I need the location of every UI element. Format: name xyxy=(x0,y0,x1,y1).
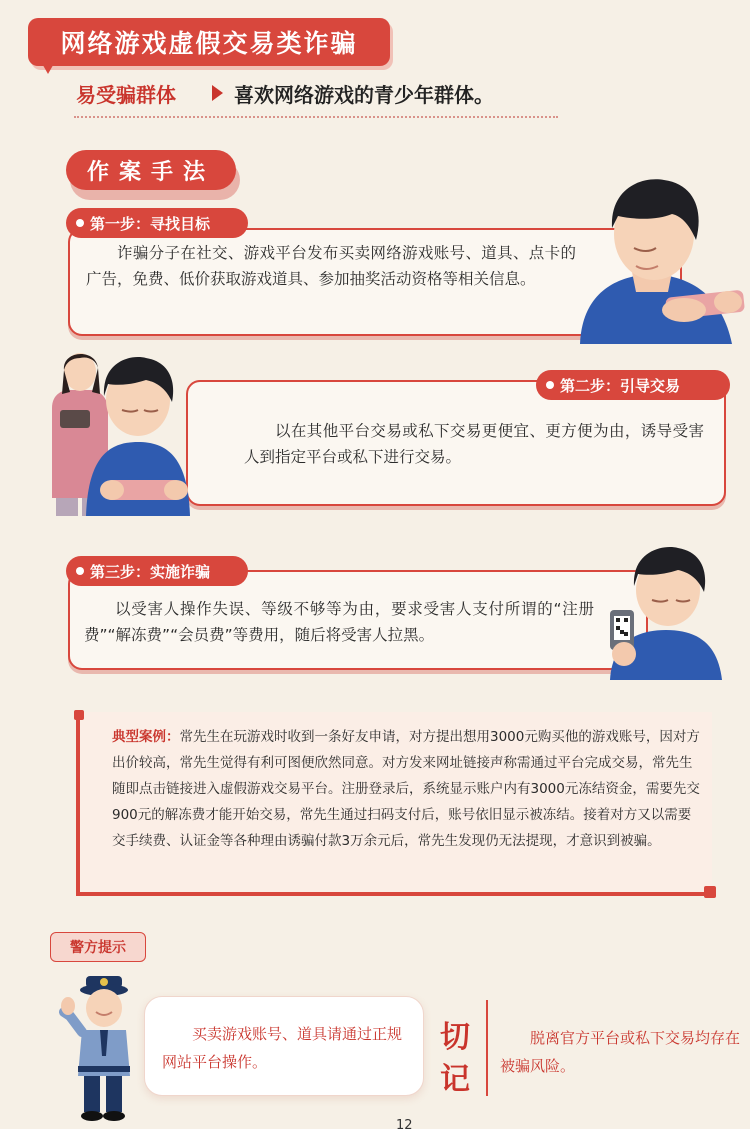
case-corner-decoration xyxy=(704,886,716,898)
boy-scanning-qr-illustration xyxy=(606,546,726,680)
case-bottom-border xyxy=(76,892,712,896)
victim-group-text: 喜欢网络游戏的青少年群体。 xyxy=(234,83,494,107)
remember-divider xyxy=(486,1000,488,1096)
typical-case-body: 常先生在玩游戏时收到一条好友申请，对方提出想用3000元购买他的游戏账号，因对方出价较高，常先生觉得有利可图便欣然同意。对方发来网址链接声称需通过平台完成交易，常先生随即点击链接进入虚假游戏交易平台。注册登录后，系统显示账户内有3000元冻结资金，需要先交900元的解冻费才能开始交易，常先生通过扫码支付后，账号依旧显示被冻结。接着对方又以需要交手续费、认证金等各种理由诱骗付款3万余元后，常先生发现仍无法提现，才意识到被骗。 xyxy=(112,729,700,849)
step-2-label-text: 第二步：引导交易 xyxy=(560,376,681,395)
title-banner-tail xyxy=(40,60,56,74)
page-title: 网络游戏虚假交易类诈骗 xyxy=(28,18,390,66)
police-officer-illustration xyxy=(62,972,142,1122)
bullet-dot-icon xyxy=(76,567,84,575)
typical-case-text xyxy=(112,724,704,854)
step-3-label-text: 第三步：实施诈骗 xyxy=(90,562,211,581)
remember-char-2: 记 xyxy=(440,1062,470,1097)
step-3-text: 以受害人操作失误、等级不够等为由，要求受害人支付所谓的“注册费”“解冻费”“会员费”等费用，随后将受害人拉黑。 xyxy=(84,600,594,644)
triangle-right-icon xyxy=(212,85,223,101)
step-1-text: 诈骗分子在社交、游戏平台发布买卖网络游戏账号、道具、点卡的广告，免费、低价获取游戏道具、参加抽奖活动资格等相关信息。 xyxy=(86,244,576,288)
remember-char-1: 切 xyxy=(440,1020,470,1055)
page-number: 12 xyxy=(396,1118,413,1129)
typical-case-label: 典型案例： xyxy=(112,729,180,745)
case-corner-decoration xyxy=(74,710,84,720)
police-tip-text: 买卖游戏账号、道具请通过正规网站平台操作。 xyxy=(162,1025,403,1071)
boy-playing-phone-illustration xyxy=(572,176,742,344)
risk-warning-text: 脱离官方平台或私下交易均存在被骗风险。 xyxy=(500,1029,741,1075)
woman-and-boy-illustration xyxy=(46,348,196,516)
step-1-label-text: 第一步：寻找目标 xyxy=(90,214,211,233)
step-1-label xyxy=(66,208,248,238)
step-2-text: 以在其他平台交易或私下交易更便宜、更方便为由，诱导受害人到指定平台或私下进行交易。 xyxy=(244,422,704,466)
bullet-dot-icon xyxy=(546,381,554,389)
step-2-label xyxy=(536,370,730,400)
bullet-dot-icon xyxy=(76,219,84,227)
dotted-divider xyxy=(74,116,558,118)
method-header: 作案手法 xyxy=(66,150,236,190)
victim-group-label: 易受骗群体 xyxy=(76,83,176,107)
step-3-label xyxy=(66,556,248,586)
police-tip-tag: 警方提示 xyxy=(50,932,146,962)
